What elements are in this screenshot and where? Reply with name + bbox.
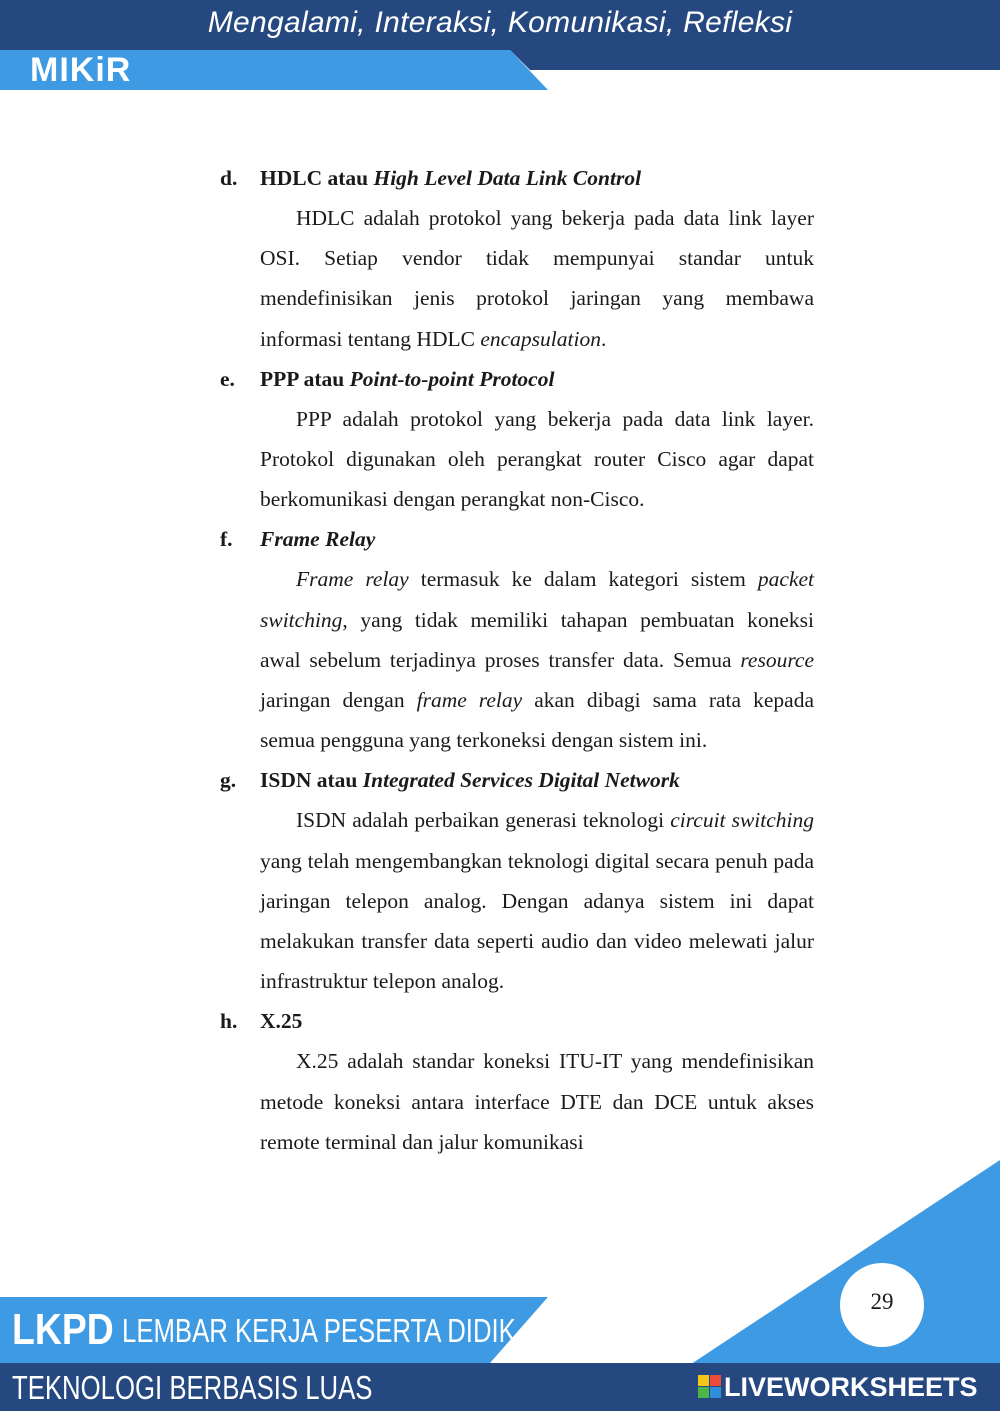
italic-term: encapsulation: [480, 326, 601, 351]
paragraph-text: termasuk ke dalam kategori sistem: [408, 567, 758, 592]
section-letter: f.: [220, 527, 233, 552]
section-paragraph: [260, 1041, 814, 1162]
section-letter: g.: [220, 768, 237, 793]
paragraph-text: X.25 adalah standar koneksi ITU-IT yang mendefinisikan metode koneksi antara interface DTE dan DCE untuk akses remote terminal dan jalur komunikasi: [260, 1049, 814, 1154]
section-title: HDLC atau High Level Data Link Control: [260, 166, 642, 190]
section-heading: [220, 1001, 814, 1041]
paragraph-text: .: [600, 326, 607, 351]
section-letter: e.: [220, 366, 235, 391]
page-number: 29: [840, 1263, 924, 1347]
paragraph-text: , yang tidak memiliki tahapan pembuatan koneksi awal sebelum terjadinya proses transfer data. Semua: [260, 607, 814, 672]
page-header: [0, 0, 1000, 90]
paragraph-text: ISDN adalah perbaikan generasi teknologi: [296, 808, 671, 833]
italic-term: Frame relay: [296, 567, 409, 592]
section-heading: [220, 359, 814, 399]
italic-term: packet switching: [260, 567, 815, 632]
section-title: ISDN atau Integrated Services Digital Network: [260, 768, 680, 793]
section-paragraph: [260, 198, 814, 359]
footer-subtitle: LEMBAR KERJA PESERTA DIDIK: [122, 1312, 516, 1349]
header-tagline: Mengalami, Interaksi, Komunikasi, Refleksi: [207, 6, 793, 39]
footer-lkpd-label: LKPD: [12, 1305, 114, 1354]
section-x25: [220, 1001, 814, 1162]
section-letter: d.: [220, 166, 238, 190]
section-letter: h.: [220, 1009, 238, 1034]
italic-term: frame relay: [416, 688, 523, 713]
liveworksheets-watermark[interactable]: [698, 1369, 978, 1405]
italic-term: resource: [740, 647, 814, 672]
section-frame-relay: [220, 519, 814, 760]
section-hdlc: [220, 158, 814, 359]
section-paragraph: [260, 800, 814, 1001]
paragraph-text: yang telah mengembangkan teknologi digital secara penuh pada jaringan telepon analog. Dengan adanya sistem ini dapat melakukan transfer data seperti audio dan video melewati jalur infrastruktur telepon analog.: [260, 848, 814, 994]
paragraph-text: HDLC adalah protokol yang bekerja pada data link layer OSI. Setiap vendor tidak mempunyai standar untuk mendefinisikan jenis protokol jaringan yang membawa informasi tentang HDLC: [260, 206, 814, 351]
page-footer: [0, 1160, 1000, 1411]
header-brand: MIKiR: [30, 51, 132, 89]
paragraph-text: akan dibagi sama rata kepada semua pengguna yang terkoneksi dengan sistem ini.: [260, 688, 814, 753]
section-isdn: [220, 760, 814, 1001]
footer-program-name: TEKNOLOGI BERBASIS LUAS: [12, 1369, 373, 1406]
section-title: Frame Relay: [260, 527, 376, 552]
section-heading: [220, 519, 814, 559]
section-title: X.25: [260, 1009, 303, 1034]
paragraph-text: jaringan dengan: [260, 688, 417, 713]
liveworksheets-logo-icon: [698, 1375, 722, 1399]
paragraph-text: PPP adalah protokol yang bekerja pada data link layer. Protokol digunakan oleh perangkat router Cisco agar dapat berkomunikasi dengan perangkat non-Cisco.: [260, 406, 814, 512]
italic-term: circuit switching: [670, 808, 814, 833]
header-right-strip: [510, 50, 1000, 70]
section-paragraph: [260, 399, 814, 520]
section-ppp: [220, 359, 814, 520]
liveworksheets-label: LIVEWORKSHEETS: [724, 1372, 978, 1402]
section-heading: [220, 760, 814, 800]
document-body: [220, 158, 814, 1162]
section-heading: [220, 158, 814, 198]
section-paragraph: [260, 559, 814, 760]
section-title: PPP atau Point-to-point Protocol: [260, 366, 555, 391]
